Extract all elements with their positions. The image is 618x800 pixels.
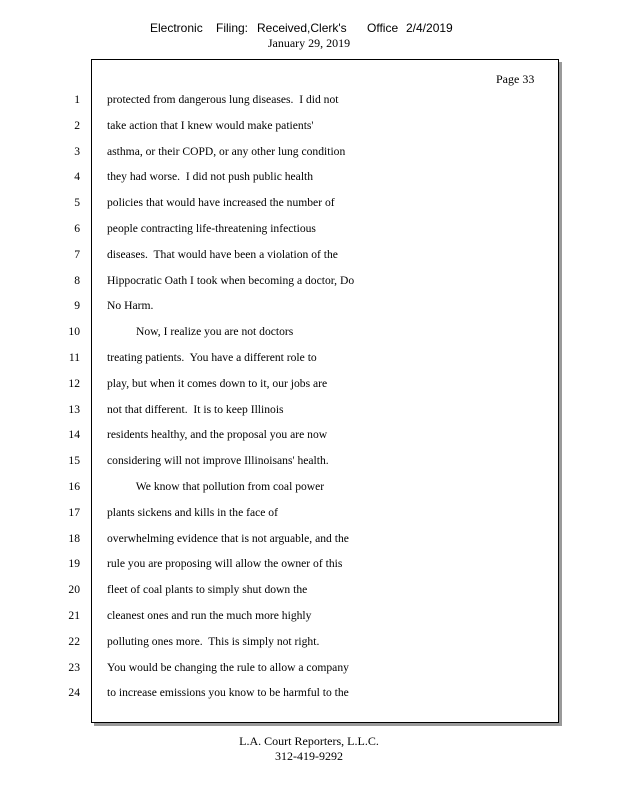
line-number: 11 (68, 350, 80, 364)
transcript-line (0, 248, 618, 274)
line-number: 13 (68, 402, 80, 416)
transcript-line (0, 532, 618, 558)
transcript-line (0, 428, 618, 454)
line-text: take action that I knew would make patients' (107, 118, 314, 132)
transcript-line (0, 196, 618, 222)
filing-stamp-word: Filing: (216, 21, 249, 35)
line-text: people contracting life-threatening infectious (107, 221, 316, 235)
line-text: protected from dangerous lung diseases. I did not (107, 93, 339, 106)
line-number: 20 (68, 583, 80, 597)
transcript-line (0, 635, 618, 661)
line-text: No Harm. (107, 299, 154, 313)
page-number: Page 33 (496, 72, 535, 86)
transcript-line (0, 557, 618, 583)
filing-stamp-header (0, 21, 618, 35)
line-text: fleet of coal plants to simply shut down the (107, 583, 308, 597)
transcript-line (0, 403, 618, 429)
transcript-line (0, 583, 618, 609)
line-text: they had worse. I did not push public health (107, 170, 314, 184)
line-text: not that different. It is to keep Illinois (107, 402, 284, 416)
line-text: asthma, or their COPD, or any other lung condition (107, 144, 346, 158)
line-number: 1 (74, 93, 80, 106)
line-text: We know that pollution from coal power (107, 479, 325, 493)
line-number: 3 (74, 144, 80, 158)
transcript-line (0, 506, 618, 532)
line-number: 5 (74, 196, 80, 210)
transcript-line (0, 686, 618, 712)
line-number: 16 (68, 479, 80, 493)
line-text: Hippocratic Oath I took when becoming a doctor, Do (107, 273, 355, 287)
filing-date: January 29, 2019 (267, 36, 351, 50)
transcript-line (0, 170, 618, 196)
line-text: Now, I realize you are not doctors (107, 325, 294, 339)
line-text: considering will not improve Illinoisans' health. (107, 454, 329, 468)
transcript-line (0, 377, 618, 403)
line-text: diseases. That would have been a violation of the (107, 247, 338, 261)
line-number: 22 (68, 634, 80, 648)
line-number: 19 (68, 557, 80, 571)
line-text: treating patients. You have a different role to (107, 350, 317, 364)
line-number: 10 (68, 325, 80, 339)
transcript-line (0, 351, 618, 377)
line-number: 4 (74, 170, 80, 184)
line-text: plants sickens and kills in the face of (107, 505, 278, 519)
line-text: play, but when it comes down to it, our jobs are (107, 376, 328, 390)
filing-stamp-word: Electronic (150, 21, 203, 35)
footer-phone: 312-419-9292 (275, 749, 343, 763)
line-text: You would be changing the rule to allow a company (107, 660, 349, 674)
line-number: 6 (74, 221, 80, 235)
line-text: residents healthy, and the proposal you are now (107, 428, 328, 442)
transcript-line (0, 661, 618, 687)
footer-company: L.A. Court Reporters, L.L.C. (239, 734, 379, 748)
line-number: 15 (68, 454, 80, 468)
filing-stamp-word: 2/4/2019 (406, 21, 453, 35)
line-number: 24 (68, 686, 80, 700)
transcript-line (0, 609, 618, 635)
line-text: cleanest ones and run the much more highly (107, 608, 312, 622)
line-number: 8 (74, 273, 80, 287)
line-number: 14 (68, 428, 80, 442)
line-text: overwhelming evidence that is not arguable, and the (107, 531, 349, 545)
line-number: 18 (68, 531, 80, 545)
line-number: 9 (74, 299, 80, 313)
line-number: 2 (74, 118, 80, 132)
line-text: rule you are proposing will allow the owner of this (107, 557, 343, 571)
line-number: 12 (68, 376, 80, 390)
line-number: 7 (74, 247, 80, 261)
transcript-line (0, 222, 618, 248)
filing-stamp-word: Received,Clerk's (257, 21, 347, 35)
transcript-line (0, 325, 618, 351)
transcript-line (0, 119, 618, 145)
line-number: 17 (68, 505, 80, 519)
transcript-line (0, 145, 618, 171)
transcript-line (0, 454, 618, 480)
transcript-line (0, 480, 618, 506)
line-text: to increase emissions you know to be harmful to the (107, 686, 349, 700)
line-number: 21 (68, 608, 80, 622)
transcript-line (0, 299, 618, 325)
line-text: policies that would have increased the number of (107, 196, 335, 210)
line-number: 23 (68, 660, 80, 674)
transcript-lines (0, 93, 618, 712)
transcript-line (0, 274, 618, 300)
line-text: polluting ones more. This is simply not right. (107, 634, 320, 648)
filing-stamp-word: Office (367, 21, 399, 35)
transcript-line (0, 93, 618, 119)
